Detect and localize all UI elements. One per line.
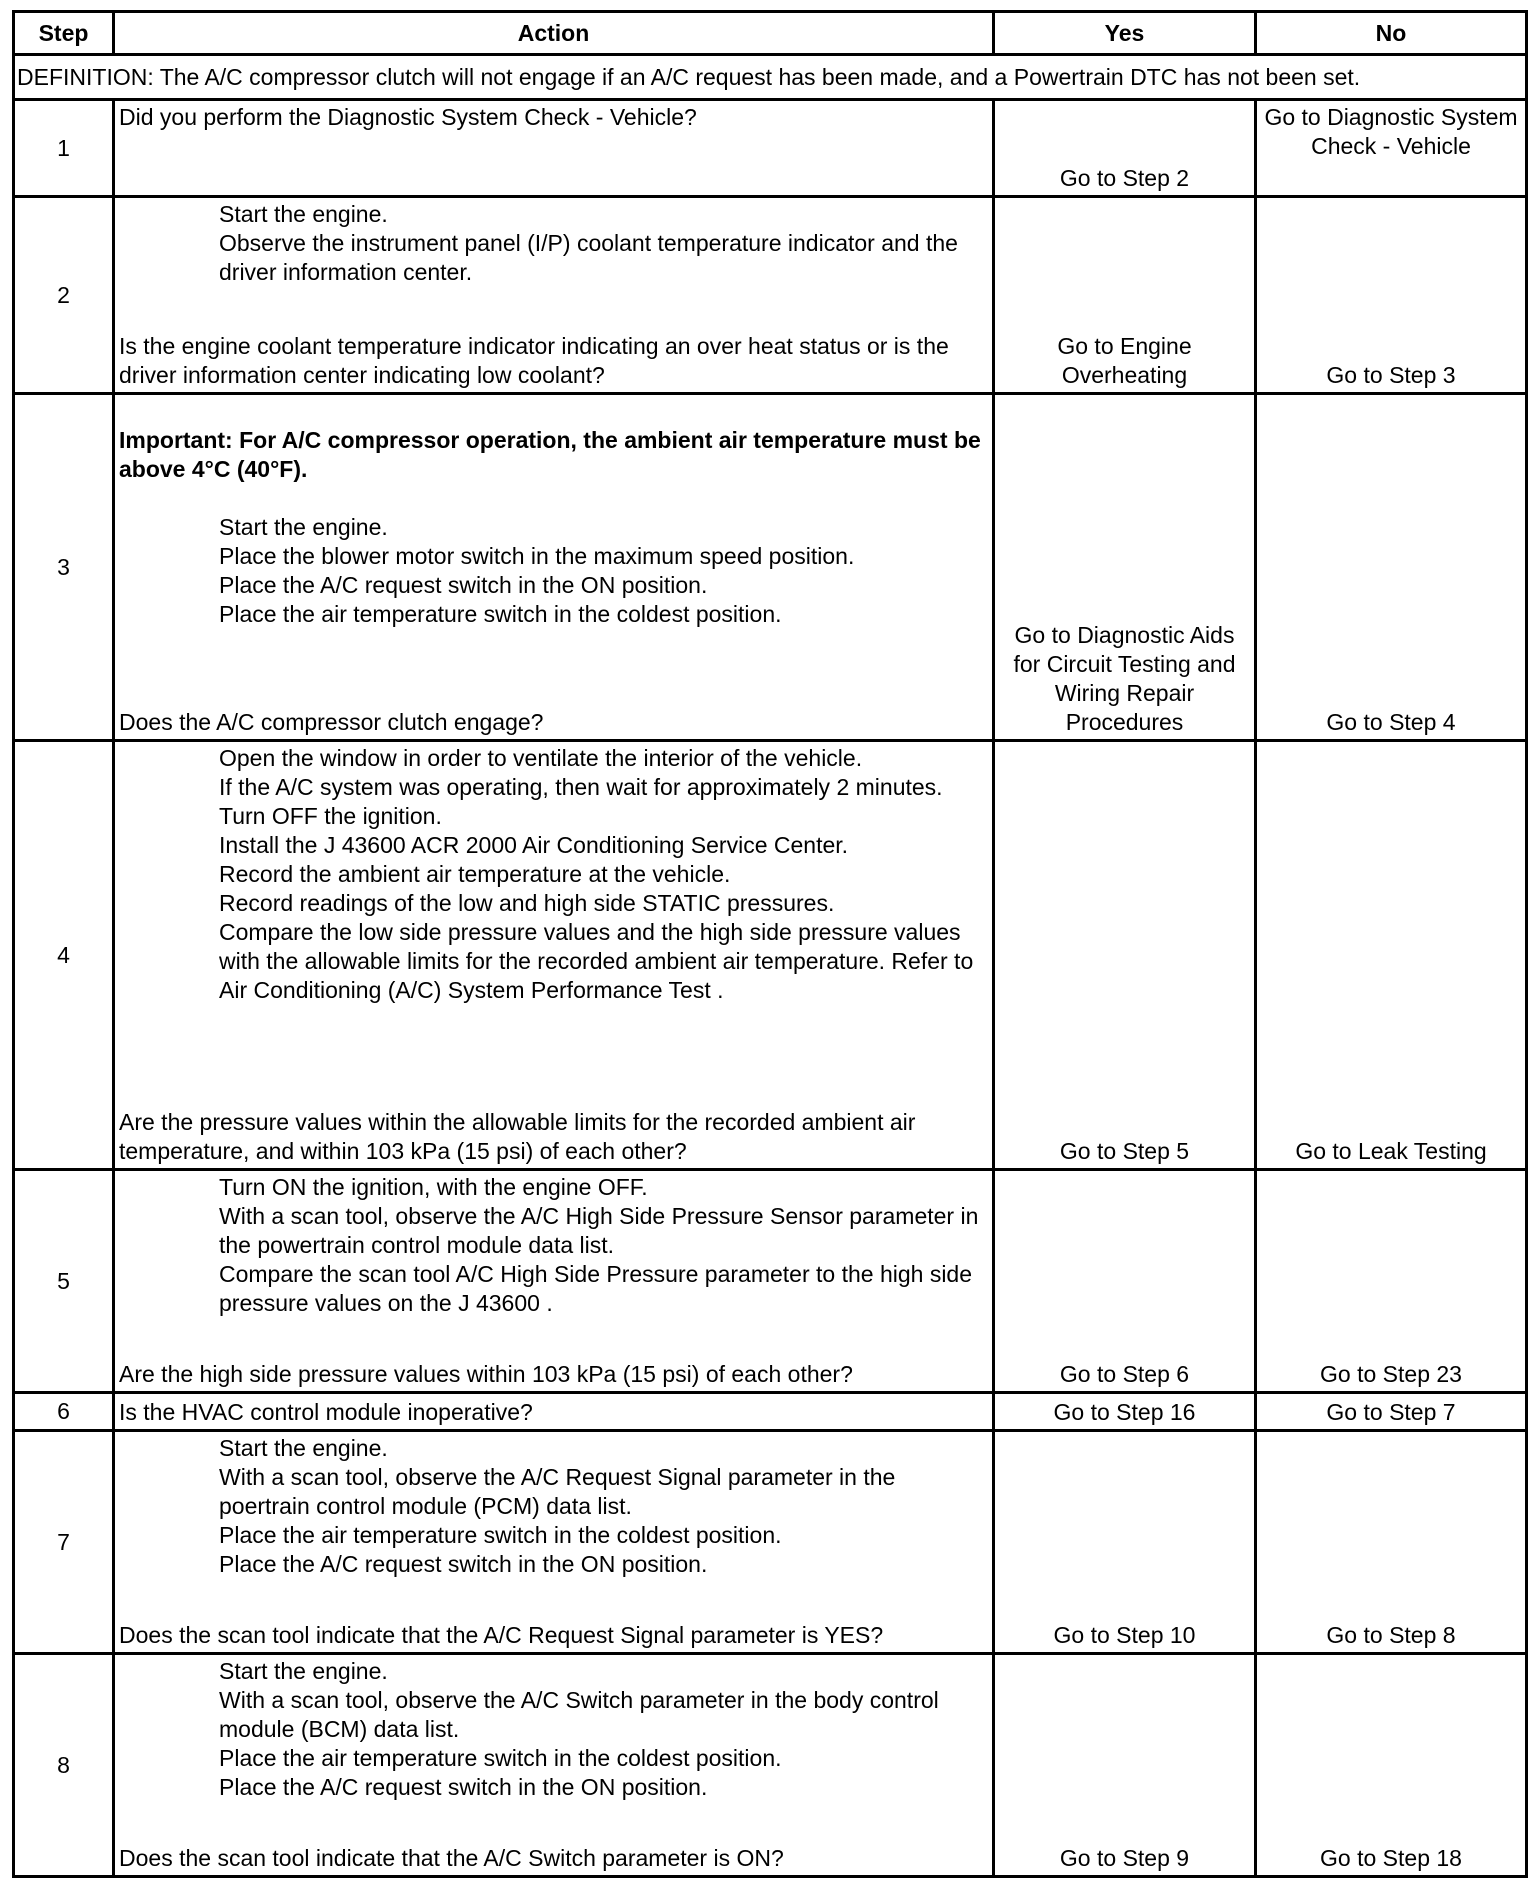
action-cell <box>114 1393 994 1431</box>
yes-cell: Go to Step 6 <box>994 1170 1256 1393</box>
no-cell: Go to Step 8 <box>1256 1431 1527 1654</box>
question-text: Does the scan tool indicate that the A/C Request Signal parameter is YES? <box>119 1622 884 1648</box>
instruction-line: With a scan tool, observe the A/C High Side Pressure Sensor parameter in the powertrain control module data list. <box>219 1203 979 1258</box>
instruction-line: Place the A/C request switch in the ON position. <box>219 572 708 598</box>
instruction-line: Start the engine. <box>219 1435 388 1461</box>
instruction-line: Compare the scan tool A/C High Side Pressure parameter to the high side pressure values on the J 43600 . <box>219 1261 973 1316</box>
no-cell: Go to Diagnostic System Check - Vehicle <box>1256 100 1527 197</box>
table-row <box>14 394 1527 741</box>
instruction-line: Record the ambient air temperature at the vehicle. <box>219 861 731 887</box>
no-cell: Go to Leak Testing <box>1256 741 1527 1170</box>
instruction-line: Place the A/C request switch in the ON position. <box>219 1774 708 1800</box>
header-yes: Yes <box>994 12 1256 55</box>
step-number: 1 <box>14 100 114 197</box>
yes-cell: Go to Engine Overheating <box>994 197 1256 394</box>
header-row <box>14 12 1527 55</box>
instruction-line: Place the air temperature switch in the coldest position. <box>219 1745 782 1771</box>
definition-text: DEFINITION: The A/C compressor clutch will not engage if an A/C request has been made, and a Powertrain DTC has not been set. <box>14 55 1527 100</box>
no-cell: Go to Step 23 <box>1256 1170 1527 1393</box>
instruction-line: Start the engine. <box>219 1658 388 1684</box>
no-cell: Go to Step 4 <box>1256 394 1527 741</box>
yes-cell: Go to Step 5 <box>994 741 1256 1170</box>
instruction-line: Start the engine. <box>219 514 388 540</box>
table-row <box>14 741 1527 1170</box>
instruction-line: Place the blower motor switch in the maximum speed position. <box>219 543 855 569</box>
question-text: Does the A/C compressor clutch engage? <box>119 709 544 735</box>
no-cell: Go to Step 18 <box>1256 1654 1527 1877</box>
no-cell: Go to Step 3 <box>1256 197 1527 394</box>
step-number: 8 <box>14 1654 114 1877</box>
table-row <box>14 1170 1527 1393</box>
table-row <box>14 1393 1527 1431</box>
yes-cell: Go to Step 9 <box>994 1654 1256 1877</box>
question-text: Are the pressure values within the allowable limits for the recorded ambient air temperature, and within 103 kPa (15 psi) of each other? <box>119 1109 916 1164</box>
diagnostic-table-sheet <box>12 10 1525 1878</box>
header-action: Action <box>114 12 994 55</box>
yes-cell: Go to Step 2 <box>994 100 1256 197</box>
yes-cell: Go to Step 10 <box>994 1431 1256 1654</box>
instruction-line: If the A/C system was operating, then wait for approximately 2 minutes. <box>219 774 943 800</box>
question-text: Are the high side pressure values within 103 kPa (15 psi) of each other? <box>119 1361 853 1387</box>
diagnostic-table <box>12 10 1528 1878</box>
header-no: No <box>1256 12 1527 55</box>
action-cell <box>114 197 994 394</box>
table-row <box>14 197 1527 394</box>
step-number: 7 <box>14 1431 114 1654</box>
question-text: Did you perform the Diagnostic System Check - Vehicle? <box>119 104 697 130</box>
table-row <box>14 1431 1527 1654</box>
instruction-line: With a scan tool, observe the A/C Request Signal parameter in the poertrain control module (PCM) data list. <box>219 1464 896 1519</box>
instruction-line: Open the window in order to ventilate the interior of the vehicle. <box>219 745 863 771</box>
step-number: 4 <box>14 741 114 1170</box>
yes-cell: Go to Step 16 <box>994 1393 1256 1431</box>
question-text: Is the HVAC control module inoperative? <box>119 1399 533 1425</box>
instruction-line: Place the A/C request switch in the ON position. <box>219 1551 708 1577</box>
yes-cell: Go to Diagnostic Aids for Circuit Testing and Wiring Repair Procedures <box>994 394 1256 741</box>
instruction-line: Place the air temperature switch in the coldest position. <box>219 601 782 627</box>
instruction-line: With a scan tool, observe the A/C Switch parameter in the body control module (BCM) data list. <box>219 1687 939 1742</box>
question-text: Does the scan tool indicate that the A/C Switch parameter is ON? <box>119 1845 784 1871</box>
instruction-line: Turn OFF the ignition. <box>219 803 442 829</box>
instruction-line: Place the air temperature switch in the coldest position. <box>219 1522 782 1548</box>
header-step: Step <box>14 12 114 55</box>
table-row <box>14 100 1527 197</box>
instruction-line: Install the J 43600 ACR 2000 Air Conditioning Service Center. <box>219 832 849 858</box>
action-cell <box>114 394 994 741</box>
instruction-line: Compare the low side pressure values and the high side pressure values with the allowable limits for the recorded ambient air temperature. Refer to Air Conditioning (A/C) System Performance Test . <box>219 919 974 1003</box>
definition-row <box>14 55 1527 100</box>
step-number: 3 <box>14 394 114 741</box>
action-cell <box>114 1654 994 1877</box>
action-cell <box>114 1170 994 1393</box>
instruction-line: Start the engine. <box>219 201 388 227</box>
instruction-line: Turn ON the ignition, with the engine OFF. <box>219 1174 648 1200</box>
table-row <box>14 1654 1527 1877</box>
instruction-line: Observe the instrument panel (I/P) coolant temperature indicator and the driver information center. <box>219 230 958 285</box>
action-cell <box>114 741 994 1170</box>
action-cell <box>114 100 994 197</box>
step-number: 2 <box>14 197 114 394</box>
instruction-line: Record readings of the low and high side STATIC pressures. <box>219 890 835 916</box>
step-number: 6 <box>14 1393 114 1431</box>
important-note: Important: For A/C compressor operation, the ambient air temperature must be above 4°C (40°F). <box>119 427 981 482</box>
step-number: 5 <box>14 1170 114 1393</box>
action-cell <box>114 1431 994 1654</box>
question-text: Is the engine coolant temperature indicator indicating an over heat status or is the driver information center indicating low coolant? <box>119 333 949 388</box>
no-cell: Go to Step 7 <box>1256 1393 1527 1431</box>
